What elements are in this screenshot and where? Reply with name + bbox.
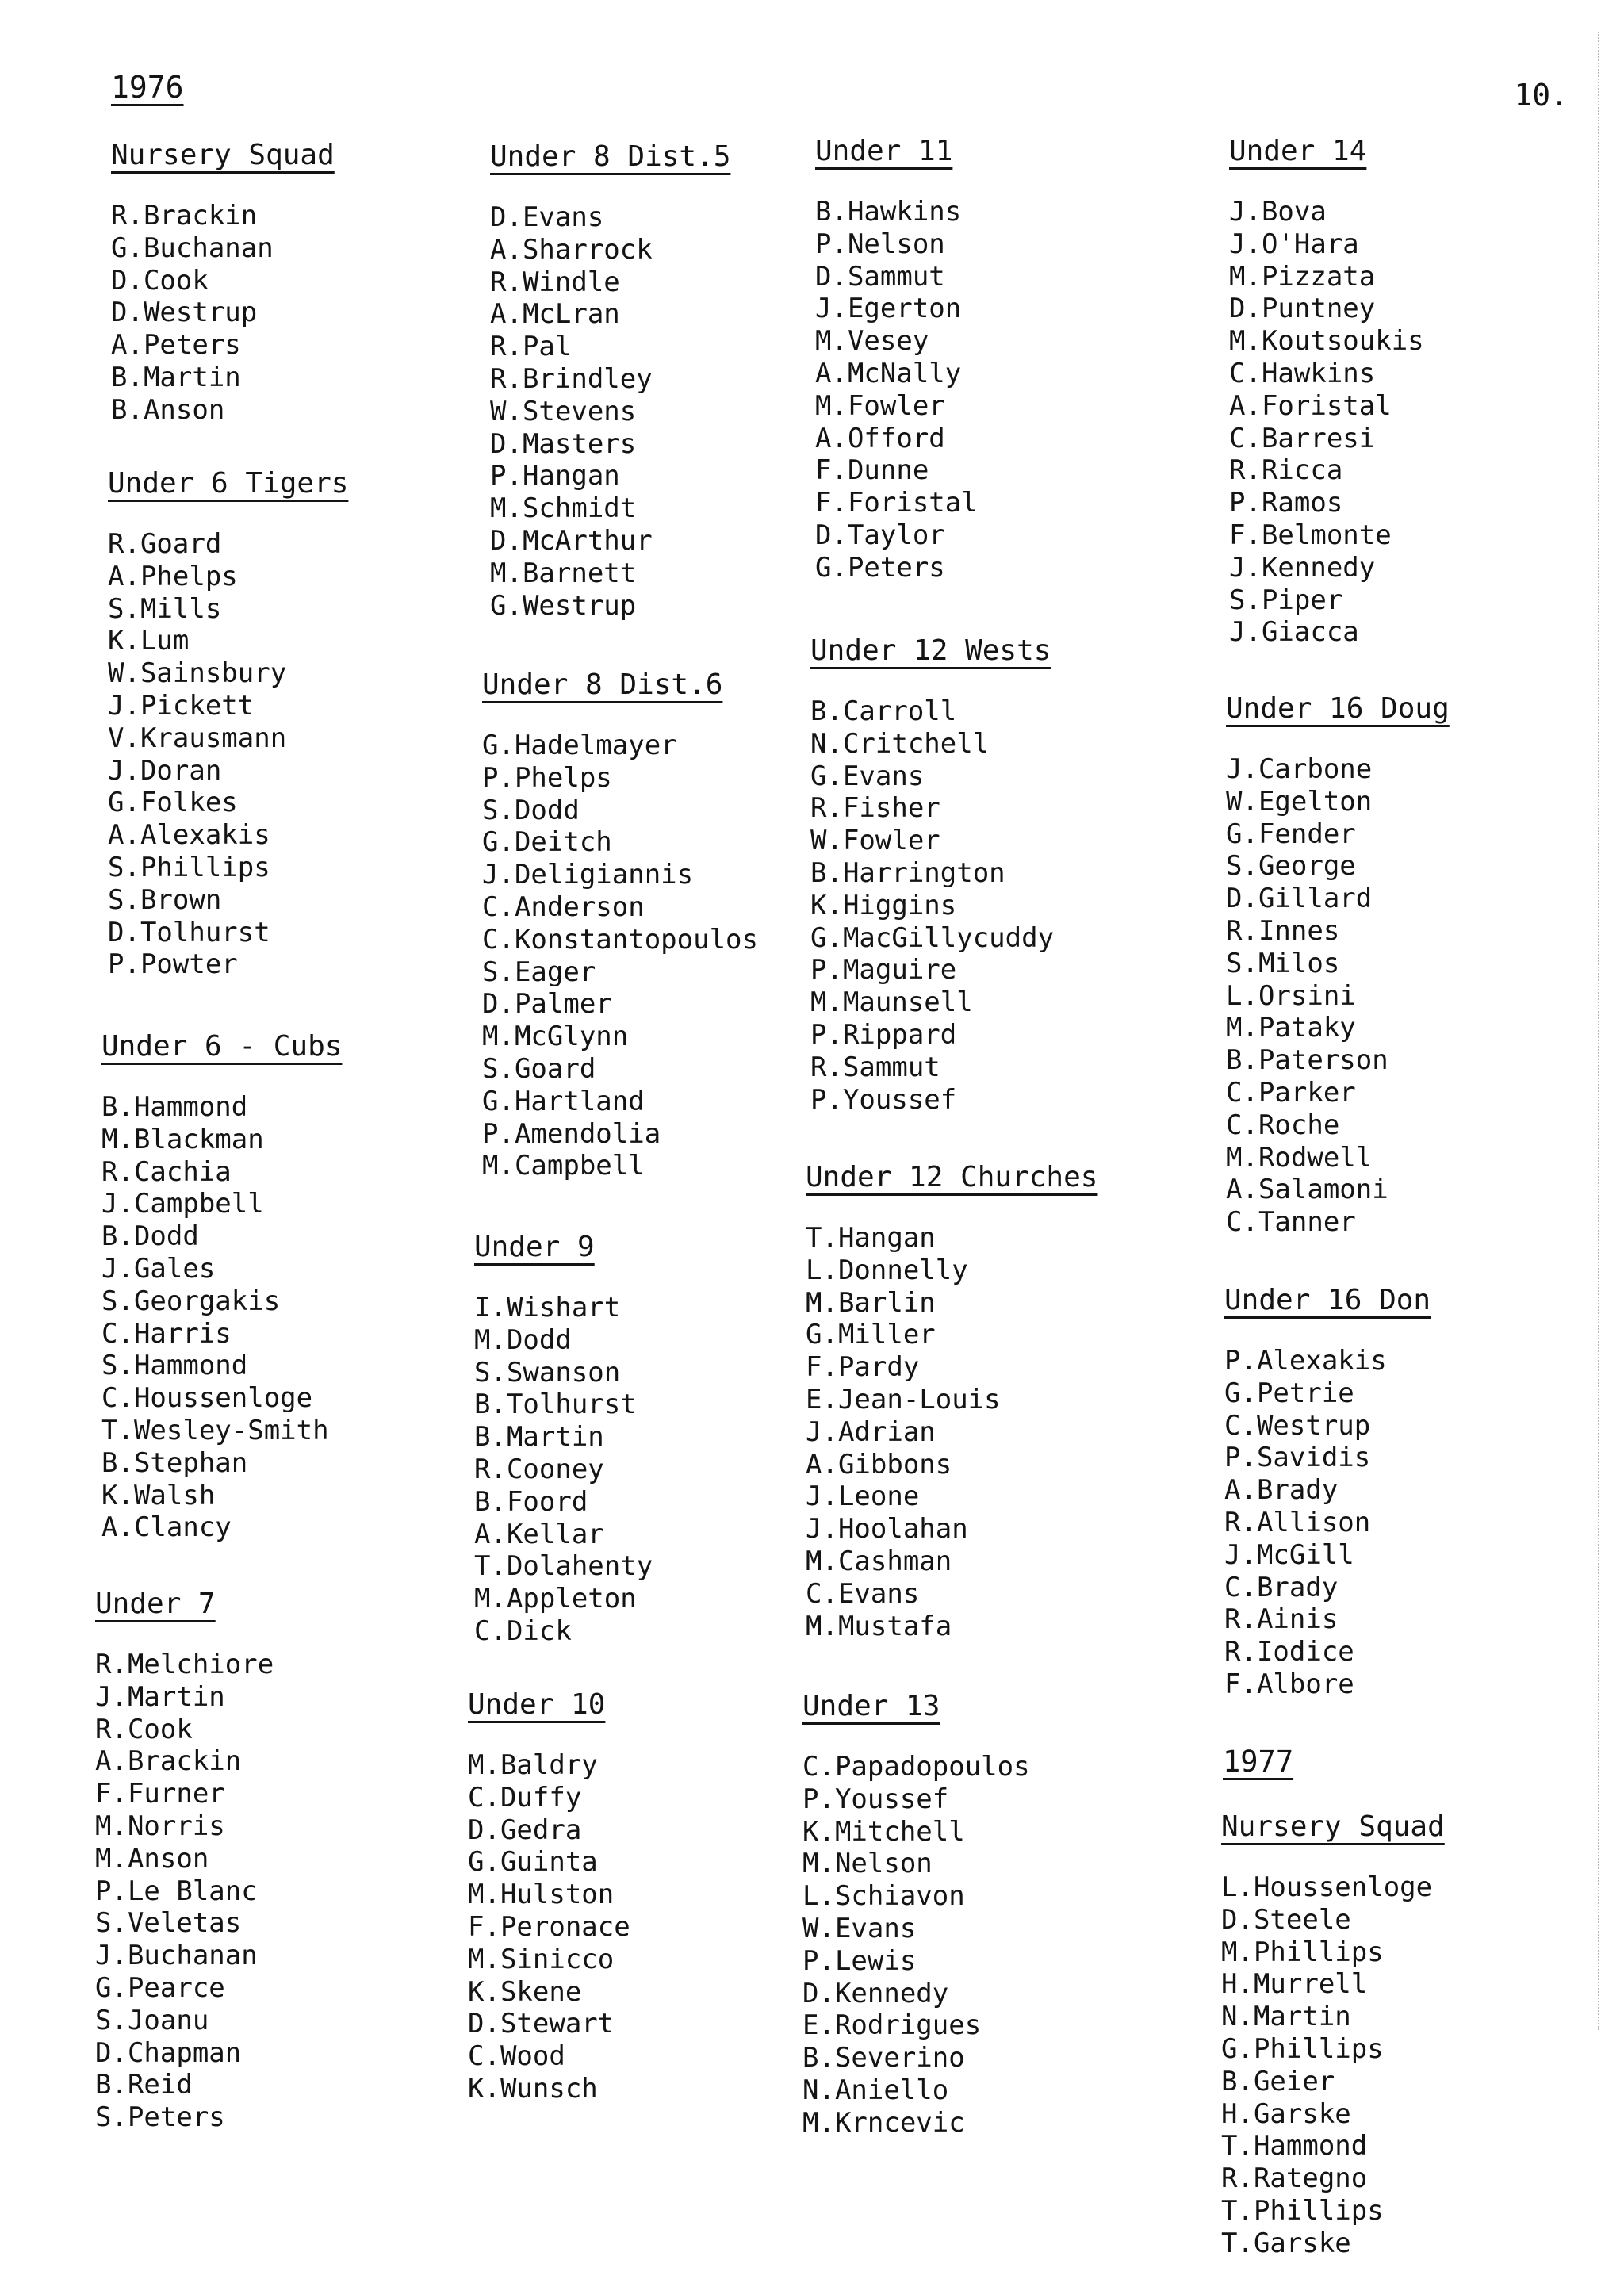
name-entry: D.Masters (490, 427, 637, 460)
section-under-9 (474, 1232, 653, 1648)
name-entry: M.Mustafa (806, 1610, 952, 1642)
name-entry: S.Hammond (102, 1350, 248, 1382)
name-entry: G.Hadelmayer (482, 730, 677, 761)
name-entry: R.Brackin (111, 200, 258, 232)
name-entry: C.Roche (1226, 1109, 1340, 1141)
name-entry: J.Deligiannis (482, 859, 694, 891)
name-entry: J.Doran (108, 754, 222, 787)
name-entry: P.Ramos (1229, 487, 1343, 519)
name-entry: R.Cooney (474, 1453, 604, 1485)
name-entry: H.Garske (1221, 2097, 1351, 2130)
name-entry: R.Sammut (810, 1051, 940, 1083)
section-heading: Nursery Squad (1221, 1810, 1445, 1843)
name-list (1229, 196, 1424, 649)
name-entry: M.Dodd (474, 1323, 572, 1356)
name-entry: R.Brindley (490, 362, 653, 395)
name-entry: P.Hangan (490, 460, 620, 492)
name-entry: P.Nelson (815, 228, 945, 260)
name-entry: C.Duffy (468, 1781, 582, 1814)
name-list (482, 730, 758, 1182)
section-under-8-dist-5 (490, 141, 730, 622)
section-under-7 (95, 1588, 274, 2134)
section-heading: Under 12 Churches (806, 1161, 1098, 1193)
name-entry: M.Cashman (806, 1545, 952, 1577)
name-entry: K.Higgins (810, 889, 957, 921)
name-entry: M.Phillips (1221, 1936, 1384, 1968)
name-entry: B.Dodd (102, 1220, 199, 1253)
section-heading: Under 6 Tigers (108, 467, 349, 500)
name-list (815, 196, 978, 584)
section-under-11 (815, 136, 978, 584)
section-under-12-wests (810, 635, 1054, 1116)
name-entry: A.Peters (111, 329, 241, 362)
name-entry: R.Ainis (1224, 1603, 1339, 1636)
name-entry: E.Rodrigues (802, 2009, 982, 2042)
name-entry: M.Vesey (815, 325, 929, 358)
name-entry: B.Severino (802, 2042, 965, 2074)
name-entry: K.Skene (468, 1975, 582, 2008)
name-entry: W.Stevens (490, 395, 637, 427)
name-entry: C.Dick (474, 1615, 572, 1647)
name-entry: G.MacGillycuddy (810, 921, 1055, 954)
name-list (810, 695, 1054, 1116)
name-entry: S.Eager (482, 956, 596, 988)
name-entry: P.Lewis (802, 1944, 917, 1977)
name-entry: G.Phillips (1221, 2032, 1384, 2065)
name-entry: D.Westrup (111, 297, 258, 329)
name-list (95, 1649, 274, 2134)
name-entry: N.Aniello (802, 2074, 949, 2106)
name-entry: H.Murrell (1221, 1968, 1368, 2001)
name-entry: I.Wishart (474, 1292, 621, 1323)
year-heading-1977: 1977 (1223, 1745, 1294, 1779)
name-list (1224, 1345, 1431, 1701)
name-entry: D.Palmer (482, 988, 612, 1021)
name-entry: B.Hawkins (815, 196, 962, 228)
name-entry: S.Piper (1229, 584, 1343, 616)
name-entry: C.Hawkins (1229, 357, 1376, 389)
name-entry: S.Swanson (474, 1356, 621, 1389)
name-entry: D.Evans (490, 201, 604, 233)
name-entry: J.Carbone (1226, 753, 1373, 785)
name-entry: C.Evans (806, 1577, 920, 1610)
name-entry: T.Hangan (806, 1222, 936, 1254)
name-entry: B.Martin (111, 361, 241, 393)
name-entry: S.Brown (108, 883, 222, 916)
name-entry: M.Sinicco (468, 1943, 615, 1975)
name-entry: D.Steele (1221, 1903, 1351, 1936)
name-entry: A.Foristal (1229, 389, 1392, 422)
name-entry: R.Allison (1224, 1506, 1371, 1538)
name-entry: D.Gedra (468, 1814, 582, 1846)
name-entry: A.Gibbons (806, 1448, 952, 1481)
name-entry: S.Georgakis (102, 1285, 281, 1317)
page-number: 10. (1514, 78, 1568, 113)
name-entry: B.Martin (474, 1421, 604, 1454)
name-entry: S.Mills (108, 592, 222, 625)
section-heading: Under 16 Doug (1226, 692, 1450, 725)
name-entry: M.Nelson (802, 1848, 933, 1880)
name-entry: F.Peronace (468, 1910, 630, 1943)
name-entry: A.Salamoni (1226, 1174, 1388, 1206)
name-entry: D.McArthur (490, 524, 653, 557)
name-entry: A.Brackin (95, 1745, 242, 1778)
section-heading: Under 13 (802, 1690, 940, 1722)
name-entry: S.George (1226, 850, 1356, 883)
name-entry: D.Sammut (815, 260, 945, 293)
name-list (1226, 753, 1450, 1239)
section-heading: Under 6 - Cubs (102, 1030, 343, 1063)
name-entry: N.Critchell (810, 727, 990, 760)
name-entry: B.Harrington (810, 856, 1005, 889)
name-entry: M.Hulston (468, 1879, 615, 1911)
name-entry: P.Savidis (1224, 1442, 1371, 1474)
name-entry: C.Brady (1224, 1571, 1339, 1603)
name-entry: R.Iodice (1224, 1636, 1354, 1668)
name-entry: D.Taylor (815, 519, 945, 551)
name-entry: C.Westrup (1224, 1409, 1371, 1442)
name-entry: P.Youssef (810, 1083, 957, 1116)
name-entry: F.Furner (95, 1778, 225, 1810)
name-entry: G.Petrie (1224, 1377, 1354, 1409)
name-entry: G.Buchanan (111, 232, 274, 264)
name-entry: S.Joanu (95, 2004, 209, 2036)
name-entry: C.Tanner (1226, 1206, 1356, 1239)
year-heading-1976: 1976 (111, 70, 184, 105)
name-entry: R.Goard (108, 528, 222, 560)
name-entry: P.Powter (108, 948, 238, 981)
name-entry: J.Giacca (1229, 616, 1359, 649)
name-entry: T.Phillips (1221, 2194, 1384, 2227)
name-entry: M.Campbell (482, 1150, 645, 1182)
name-entry: G.Folkes (108, 787, 238, 819)
name-entry: T.Dolahenty (474, 1550, 653, 1583)
name-entry: J.Bova (1229, 196, 1327, 228)
name-list (474, 1292, 653, 1648)
name-entry: R.Rategno (1221, 2162, 1368, 2195)
name-entry: J.Egerton (815, 293, 962, 325)
name-entry: P.Phelps (482, 761, 612, 794)
name-entry: T.Hammond (1221, 2130, 1368, 2162)
section-heading: Under 7 (95, 1588, 216, 1620)
name-entry: T.Wesley-Smith (102, 1414, 329, 1446)
name-entry: J.Pickett (108, 689, 255, 722)
name-entry: E.Jean-Louis (806, 1383, 1001, 1415)
name-entry: R.Windle (490, 266, 620, 298)
section-heading: Under 14 (1229, 135, 1367, 167)
name-entry: K.Walsh (102, 1479, 216, 1511)
name-entry: C.Papadopoulos (802, 1751, 1030, 1783)
name-entry: A.Phelps (108, 560, 238, 592)
name-entry: P.Youssef (802, 1783, 949, 1815)
name-entry: P.Le Blanc (95, 1875, 258, 1907)
name-entry: M.Norris (95, 1810, 225, 1842)
name-entry: G.Guinta (468, 1846, 598, 1879)
section-nursery-squad-1977 (1221, 1811, 1445, 2260)
name-entry: M.McGlynn (482, 1021, 629, 1053)
name-entry: B.Paterson (1226, 1044, 1388, 1077)
name-entry: R.Fisher (810, 792, 940, 825)
name-entry: J.McGill (1224, 1538, 1354, 1571)
name-entry: F.Pardy (806, 1351, 920, 1384)
section-under-8-dist-6 (482, 669, 758, 1182)
section-nursery-squad (111, 140, 335, 427)
section-heading: Under 10 (468, 1688, 606, 1721)
name-entry: M.Maunsell (810, 986, 973, 1019)
name-entry: C.Harris (102, 1317, 232, 1350)
name-entry: M.Baldry (468, 1749, 598, 1781)
name-entry: B.Carroll (810, 695, 957, 727)
name-entry: R.Pal (490, 331, 572, 363)
name-entry: A.Clancy (102, 1511, 232, 1544)
name-entry: N.Martin (1221, 2001, 1351, 2033)
name-entry: A.Brady (1224, 1474, 1339, 1507)
section-under-13 (802, 1691, 1030, 2139)
name-entry: D.Kennedy (802, 1977, 949, 2009)
name-entry: M.Pataky (1226, 1012, 1356, 1044)
section-heading: Nursery Squad (111, 139, 335, 171)
section-heading: Under 8 Dist.6 (482, 668, 723, 701)
section-heading: Under 11 (815, 135, 953, 167)
name-list (806, 1222, 1097, 1642)
name-entry: P.Maguire (810, 954, 957, 986)
section-under-16-don (1224, 1285, 1431, 1701)
name-entry: M.Appleton (474, 1583, 637, 1615)
name-entry: F.Belmonte (1229, 519, 1392, 551)
section-under-16-doug (1226, 693, 1450, 1239)
name-entry: B.Tolhurst (474, 1389, 637, 1421)
name-entry: A.Offord (815, 422, 945, 454)
name-entry: M.Barlin (806, 1286, 936, 1319)
name-entry: A.McNally (815, 357, 962, 389)
name-entry: J.Buchanan (95, 1940, 258, 1972)
name-entry: L.Orsini (1226, 979, 1356, 1012)
name-entry: W.Egelton (1226, 785, 1373, 818)
name-entry: L.Schiavon (802, 1880, 965, 1913)
name-entry: G.Fender (1226, 818, 1356, 850)
name-entry: D.Gillard (1226, 883, 1373, 915)
name-entry: B.Reid (95, 2069, 193, 2101)
name-entry: D.Chapman (95, 2036, 242, 2069)
name-entry: J.Kennedy (1229, 551, 1376, 584)
name-entry: K.Wunsch (468, 2072, 598, 2105)
name-entry: M.Fowler (815, 389, 945, 422)
section-under-10 (468, 1689, 630, 2105)
section-heading: Under 9 (474, 1231, 595, 1263)
name-entry: D.Stewart (468, 2008, 615, 2040)
name-entry: A.Alexakis (108, 819, 270, 852)
name-entry: D.Cook (111, 264, 209, 297)
name-entry: A.McLran (490, 298, 620, 331)
name-entry: F.Foristal (815, 487, 978, 519)
name-entry: M.Krncevic (802, 2106, 965, 2139)
name-entry: S.Goard (482, 1052, 596, 1085)
name-entry: P.Rippard (810, 1018, 957, 1051)
name-entry: M.Koutsoukis (1229, 325, 1424, 358)
name-entry: J.Gales (102, 1252, 216, 1285)
section-heading: Under 12 Wests (810, 634, 1051, 667)
name-list (490, 201, 730, 622)
name-entry: G.Peters (815, 551, 945, 584)
name-entry: S.Milos (1226, 947, 1340, 979)
name-entry: L.Donnelly (806, 1254, 968, 1286)
name-entry: G.Westrup (490, 589, 637, 622)
name-entry: S.Veletas (95, 1907, 242, 1940)
name-entry: F.Dunne (815, 454, 929, 487)
name-entry: W.Fowler (810, 825, 940, 857)
name-entry: S.Phillips (108, 851, 270, 883)
name-entry: J.Campbell (102, 1188, 264, 1220)
name-entry: L.Houssenloge (1221, 1871, 1433, 1903)
page-edge-mark (1598, 32, 1602, 2030)
name-entry: G.Pearce (95, 1971, 225, 2004)
name-entry: R.Cachia (102, 1155, 232, 1188)
name-entry: B.Stephan (102, 1446, 248, 1479)
name-entry: G.Hartland (482, 1085, 645, 1117)
name-entry: R.Innes (1226, 914, 1340, 947)
name-entry: D.Tolhurst (108, 916, 270, 948)
name-entry: P.Alexakis (1224, 1345, 1387, 1377)
section-under-14 (1229, 136, 1424, 649)
name-entry: R.Cook (95, 1713, 193, 1745)
name-entry: J.Hoolahan (806, 1513, 968, 1546)
name-entry: M.Anson (95, 1842, 209, 1875)
name-entry: M.Blackman (102, 1123, 264, 1155)
name-entry: F.Albore (1224, 1668, 1354, 1700)
name-entry: G.Deitch (482, 826, 612, 859)
name-entry: K.Mitchell (802, 1815, 965, 1848)
name-list (102, 1091, 342, 1544)
name-entry: J.Martin (95, 1680, 225, 1713)
section-heading: Under 16 Don (1224, 1284, 1431, 1316)
name-entry: W.Sainsbury (108, 657, 287, 690)
name-entry: J.O'Hara (1229, 228, 1359, 260)
name-entry: C.Wood (468, 2040, 565, 2073)
name-entry: R.Ricca (1229, 454, 1343, 487)
name-entry: J.Adrian (806, 1415, 936, 1448)
name-entry: B.Anson (111, 393, 225, 426)
name-entry: A.Kellar (474, 1518, 604, 1550)
name-list (802, 1751, 1030, 2139)
name-entry: K.Lum (108, 625, 190, 657)
name-list (111, 200, 335, 427)
name-entry: B.Foord (474, 1485, 588, 1518)
name-entry: G.Miller (806, 1319, 936, 1351)
name-entry: V.Krausmann (108, 722, 287, 754)
name-entry: M.Schmidt (490, 492, 637, 525)
name-list (1221, 1871, 1445, 2260)
name-entry: R.Melchiore (95, 1649, 274, 1680)
name-entry: W.Evans (802, 1912, 917, 1944)
name-entry: J.Leone (806, 1481, 920, 1513)
name-entry: M.Barnett (490, 557, 637, 589)
section-under-6-cubs (102, 1031, 342, 1544)
section-heading: Under 8 Dist.5 (490, 140, 731, 173)
name-entry: C.Houssenloge (102, 1382, 313, 1415)
name-entry: P.Amendolia (482, 1117, 661, 1150)
name-entry: S.Peters (95, 2101, 225, 2134)
name-entry: M.Pizzata (1229, 260, 1376, 293)
name-entry: T.Garske (1221, 2227, 1351, 2259)
name-entry: B.Geier (1221, 2065, 1335, 2097)
name-entry: C.Parker (1226, 1076, 1356, 1109)
name-entry: C.Anderson (482, 891, 645, 923)
section-under-6-tigers (108, 468, 348, 981)
name-entry: G.Evans (810, 760, 925, 792)
name-entry: D.Puntney (1229, 293, 1376, 325)
section-under-12-churches (806, 1162, 1097, 1642)
name-entry: S.Dodd (482, 794, 580, 826)
name-entry: C.Barresi (1229, 422, 1376, 454)
name-list (108, 528, 348, 981)
name-list (468, 1749, 630, 2105)
name-entry: C.Konstantopoulos (482, 923, 758, 956)
name-entry: M.Rodwell (1226, 1141, 1373, 1174)
name-entry: A.Sharrock (490, 233, 653, 266)
name-entry: B.Hammond (102, 1091, 248, 1123)
